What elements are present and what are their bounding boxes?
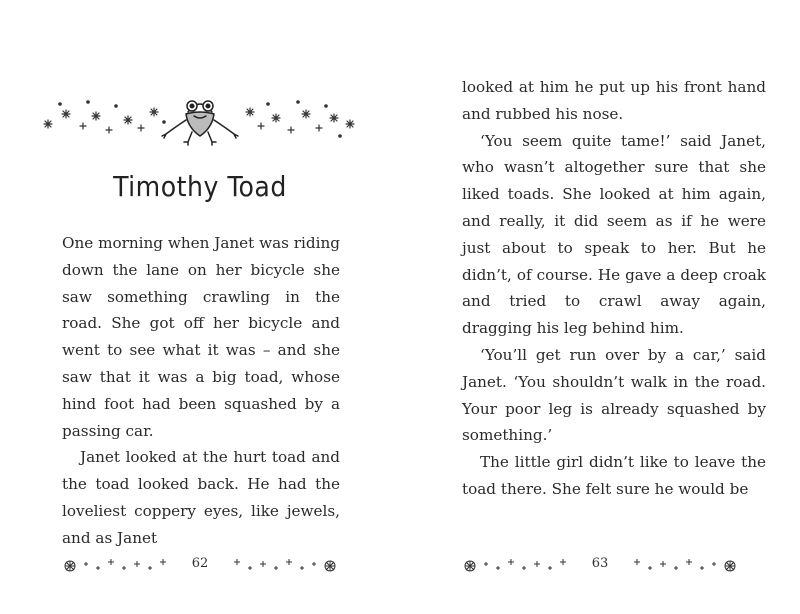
paragraph: The little girl didn’t like to leave the toad there. She felt sure he would be	[462, 453, 766, 498]
right-footer	[460, 552, 740, 576]
paragraph: looked at him he put up his front hand and rubbed his nose.	[462, 78, 766, 123]
paragraph: One morning when Janet was riding down the lane on her bicycle she saw something crawling in the road. She got off her bicycle and went to see what it was – and she saw that it was a big toad, whose hind foot had been squashed by a passing car.	[62, 234, 340, 440]
paragraph: ‘You’ll get run over by a car,’ said Janet. ‘You shouldn’t walk in the road. Your poor leg is already squashed by something.’	[462, 345, 766, 445]
page-number: 63	[591, 556, 609, 571]
paragraph: Janet looked at the hurt toad and the toad looked back. He had the loveliest coppery eyes, like jewels, and as Janet	[62, 448, 340, 547]
left-footer	[60, 552, 340, 576]
toad-illustration-icon	[40, 92, 360, 146]
right-page	[400, 0, 800, 614]
paragraph: ‘You seem quite tame!’ said Janet, who wasn’t altogether sure that she liked toads. She looked at him again, and really, it did seem as if he were just about to speak to her. But he didn’t, of course. He gave a deep croak and tried to crawl away again, dragging his leg behind him.	[462, 131, 766, 338]
chapter-title: Timothy Toad	[113, 170, 287, 203]
sparkle-star-icon	[44, 120, 52, 128]
page-number: 62	[191, 556, 209, 571]
right-body-text	[462, 74, 766, 503]
left-body-text	[62, 230, 340, 552]
